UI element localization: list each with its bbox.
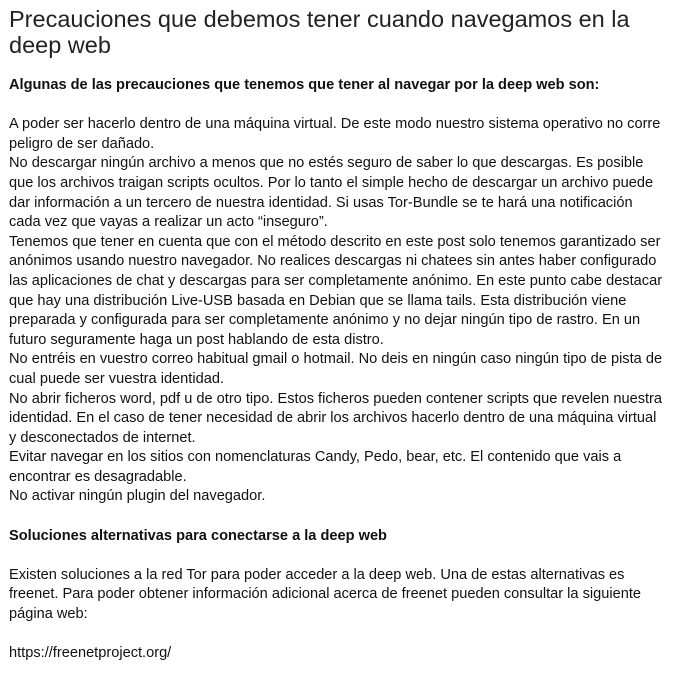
precaution-item: Tenemos que tener en cuenta que con el método descrito en este post solo tenemos garantizado ser anónimos usando nuestro navegador. No realices descargas ni chatees sin antes haber configurado las aplicaciones de chat y descargas para ser completamente anónimo. En este punto cabe destacar que hay una distribución Live-USB basada en Debian que se llama tails. Esta distribución viene preparada y configurada para ser completamente anónimo y no dejar ningún tipo de rastro. En un futuro seguramente haga un post hablando de esta distro. (9, 233, 663, 348)
precautions-list (9, 115, 665, 507)
alternatives-heading: Soluciones alternativas para conectarse a la deep web (9, 527, 387, 544)
alternatives-body: Existen soluciones a la red Tor para poder acceder a la deep web. Una de estas alternativas es freenet. Para poder obtener información adicional acerca de freenet pueden consultar la siguiente página web: (9, 566, 641, 623)
precaution-item: No abrir ficheros word, pdf u de otro tipo. Estos ficheros pueden contener scripts que revelen nuestra identidad. En el caso de tener necesidad de abrir los archivos hacerlo dentro de una máquina virtual y desconectados de internet. (9, 390, 663, 446)
precaution-item: No activar ningún plugin del navegador. (9, 488, 266, 505)
precaution-item: No entréis en vuestro correo habitual gmail o hotmail. No deis en ningún caso ningún tipo de pista de cual puede ser vuestra identidad. (9, 351, 663, 387)
precaution-item: A poder ser hacerlo dentro de una máquina virtual. De este modo nuestro sistema operativo no corre peligro de ser dañado. (9, 116, 661, 152)
spacer (9, 546, 665, 566)
precautions-heading: Algunas de las precauciones que tenemos que tener al navegar por la deep web son: (9, 77, 600, 93)
freenet-link[interactable]: https://freenetproject.org/ (9, 645, 172, 662)
article-title: Precauciones que debemos tener cuando navegamos en la deep web (9, 6, 630, 58)
precaution-item: No descargar ningún archivo a menos que no estés seguro de saber lo que descargas. Es posible que los archivos traigan scripts ocultos. Por lo tanto el simple hecho de descargar un archivo puede dar información a un tercero de nuestra identidad. Si usas Tor-Bundle se te hará una notificación cada vez que vayas a realizar un acto “inseguro”. (9, 155, 654, 231)
precaution-item: Evitar navegar en los sitios con nomenclaturas Candy, Pedo, bear, etc. El contenido que vais a encontrar es desagradable. (9, 449, 622, 485)
spacer (9, 96, 665, 116)
freenet-url-paragraph (9, 644, 665, 664)
